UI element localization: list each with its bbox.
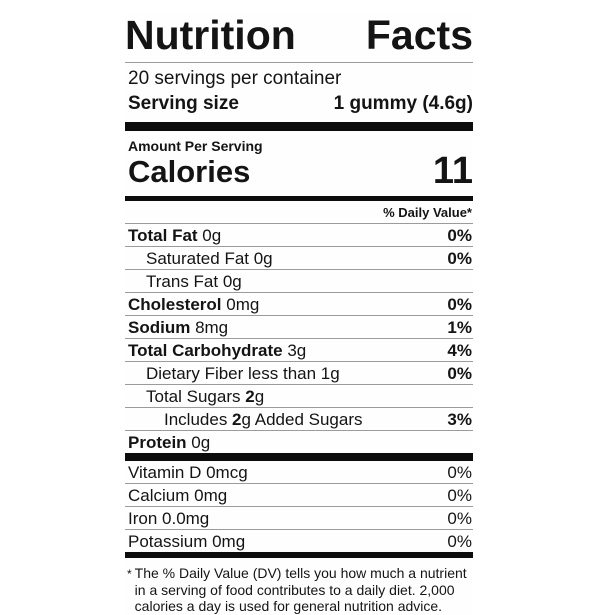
daily-value-percent: 1%: [447, 317, 472, 337]
amount-per-serving: Amount Per Serving: [128, 137, 263, 154]
nutrient-row: [125, 269, 473, 292]
daily-value-percent: 4%: [447, 340, 472, 360]
nutrient-row: [125, 461, 473, 483]
nutrient-label: Vitamin D 0mcg: [128, 462, 248, 482]
nutrient-row: [125, 361, 473, 384]
daily-value-percent: 0%: [447, 225, 472, 245]
nutrient-label: Sodium 8mg: [128, 317, 229, 337]
footnote-asterisk: *: [127, 567, 132, 582]
nutrient-label: Calcium 0mg: [128, 485, 228, 505]
thick-bar-protein: [125, 453, 473, 461]
nutrient-label: Iron 0.0mg: [128, 508, 210, 528]
daily-value-percent: 0%: [447, 294, 472, 314]
thick-bar-top: [125, 122, 473, 131]
footnote-text: The % Daily Value (DV) tells you how much a nutrient in a serving of food contributes to a daily diet. 2,000 calories a day is used for general nutrition advice.: [134, 565, 467, 615]
daily-value-percent: 0%: [447, 531, 472, 551]
calories-value: 11: [432, 149, 473, 192]
nutrition-facts-label: [125, 13, 473, 615]
nutrient-row: [125, 315, 473, 338]
nutrient-label: Total Sugars 2g: [146, 386, 265, 406]
title-word-facts: Facts: [365, 12, 473, 58]
nutrient-label: Total Fat 0g: [128, 225, 222, 245]
nutrient-row: [125, 430, 473, 453]
nutrient-row: [125, 384, 473, 407]
nutrient-row: [125, 483, 473, 506]
nutrient-row: [125, 529, 473, 552]
title-word-nutrition: Nutrition: [125, 12, 296, 58]
vitamin-rows: [125, 461, 473, 552]
daily-value-percent: 0%: [447, 485, 472, 505]
nutrient-label: Includes 2g Added Sugars: [164, 409, 363, 429]
daily-value-percent: 0%: [447, 248, 472, 268]
nutrient-label: Dietary Fiber less than 1g: [146, 363, 340, 383]
nutrient-label: Protein 0g: [128, 432, 211, 452]
calories-row: [125, 149, 473, 196]
nutrient-label: Trans Fat 0g: [146, 271, 242, 291]
nutrient-row: [125, 246, 473, 269]
daily-value-percent: 0%: [447, 462, 472, 482]
servings-per-container: 20 servings per container: [128, 67, 342, 89]
nutrient-label: Saturated Fat 0g: [146, 248, 273, 268]
nutrient-label: Total Carbohydrate 3g: [128, 340, 307, 360]
serving-size-value: 1 gummy (4.6g): [333, 92, 473, 114]
daily-value-percent: 0%: [447, 363, 472, 383]
nutrient-row: [125, 223, 473, 246]
nutrient-rows: [125, 223, 473, 453]
footnote: [125, 558, 473, 615]
nutrient-row: [125, 292, 473, 315]
label-title: [125, 13, 473, 62]
daily-value-percent: 3%: [447, 409, 472, 429]
nutrient-row: [125, 506, 473, 529]
nutrient-label: Cholesterol 0mg: [128, 294, 260, 314]
nutrient-row: [125, 338, 473, 361]
daily-value-header: % Daily Value*: [383, 205, 472, 221]
serving-size-row: [125, 91, 473, 122]
daily-value-percent: 0%: [447, 508, 472, 528]
nutrient-row: [125, 407, 473, 430]
nutrient-label: Potassium 0mg: [128, 531, 246, 551]
calories-label: Calories: [128, 154, 251, 190]
serving-size-label: Serving size: [128, 92, 239, 114]
